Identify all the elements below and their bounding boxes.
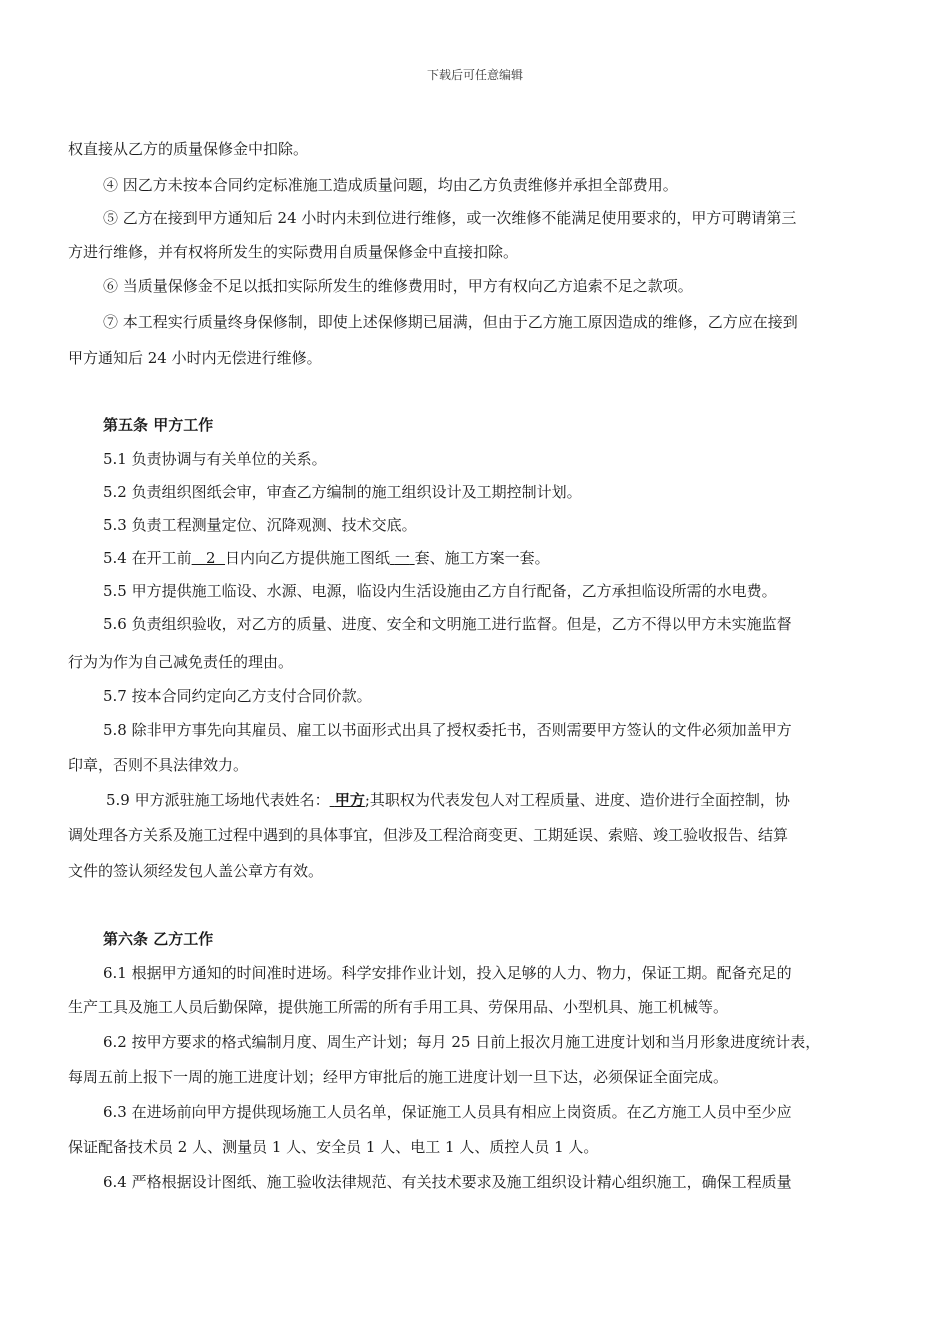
paragraph-line: 保证配备技术员 2 人、测量员 1 人、安全员 1 人、电工 1 人、质控人员 1 人。	[68, 1138, 599, 1156]
paragraph-line: 6.3 在进场前向甲方提供现场施工人员名单，保证施工人员具有相应上岗资质。在乙方施工人员中至少应	[103, 1103, 792, 1121]
paragraph-line: ④ 因乙方未按本合同约定标准施工造成质量问题，均由乙方负责维修并承担全部费用。	[103, 176, 678, 194]
paragraph-line: 行为为作为自己减免责任的理由。	[68, 653, 294, 671]
text: ;其职权为代表发包人对工程质量、进度、造价进行全面控制，协	[364, 791, 790, 809]
name-value: 甲方	[334, 791, 365, 809]
paragraph-line: 印章，否则不具法律效力。	[68, 756, 249, 774]
paragraph-line: 甲方通知后 24 小时内无偿进行维修。	[68, 349, 322, 367]
paragraph-line: 6.1 根据甲方通知的时间准时进场。科学安排作业计划，投入足够的人力、物力，保证工期。配备充足的	[103, 964, 792, 982]
paragraph-line: ⑥ 当质量保修金不足以抵扣实际所发生的维修费用时，甲方有权向乙方追索不足之款项。	[103, 277, 693, 295]
paragraph-line-5-9	[106, 790, 790, 810]
text: 日内向乙方提供施工图纸	[225, 549, 391, 567]
paragraph-line: 每周五前上报下一周的施工进度计划；经甲方审批后的施工进度计划一旦下达，必须保证全面完成。	[68, 1068, 729, 1086]
paragraph-line: 权直接从乙方的质量保修金中扣除。	[68, 140, 309, 158]
page-header: 下载后可任意编辑	[426, 68, 523, 82]
paragraph-line: ⑦ 本工程实行质量终身保修制，即使上述保修期已届满，但由于乙方施工原因造成的维修，乙方应在接到	[103, 313, 798, 331]
paragraph-line: 5.6 负责组织验收，对乙方的质量、进度、安全和文明施工进行监督。但是，乙方不得以甲方未实施监督	[103, 615, 792, 633]
paragraph-line: 5.5 甲方提供施工临设、水源、电源，临设内生活设施由乙方自行配备，乙方承担临设所需的水电费。	[103, 582, 777, 600]
paragraph-line: 5.7 按本合同约定向乙方支付合同价款。	[103, 687, 372, 705]
section-heading: 第六条 乙方工作	[103, 930, 214, 948]
text: 5.4 在开工前	[103, 549, 192, 567]
representative-name	[330, 791, 365, 809]
section-heading: 第五条 甲方工作	[103, 416, 214, 434]
paragraph-line: ⑤ 乙方在接到甲方通知后 24 小时内未到位进行维修，或一次维修不能满足使用要求的，甲方可聘请第三	[103, 209, 797, 227]
text: 套、施工方案一套。	[414, 549, 550, 567]
paragraph-line: 6.2 按甲方要求的格式编制月度、周生产计划；每月 25 日前上报次月施工进度计划和当月形象进度统计表，	[103, 1033, 821, 1051]
paragraph-line: 6.4 严格根据设计图纸、施工验收法律规范、有关技术要求及施工组织设计精心组织施工，确保工程质量	[103, 1173, 792, 1191]
paragraph-line: 5.2 负责组织图纸会审，审查乙方编制的施工组织设计及工期控制计划。	[103, 483, 582, 501]
paragraph-line: 调处理各方关系及施工过程中遇到的具体事宜，但涉及工程洽商变更、工期延误、索赔、竣工验收报告、结算	[68, 826, 789, 844]
paragraph-line: 5.1 负责协调与有关单位的关系。	[103, 450, 327, 468]
paragraph-line: 方进行维修，并有权将所发生的实际费用自质量保修金中直接扣除。	[68, 243, 519, 261]
paragraph-line: 5.8 除非甲方事先向其雇员、雇工以书面形式出具了授权委托书，否则需要甲方签认的文件必须加盖甲方	[103, 721, 792, 739]
underlined-days	[192, 549, 225, 567]
paragraph-line: 文件的签认须经发包人盖公章方有效。	[68, 862, 324, 880]
sets-value: 一	[394, 549, 410, 567]
text: 5.9 甲方派驻施工场地代表姓名：	[106, 791, 330, 809]
days-value: 2	[205, 549, 216, 567]
paragraph-line: 5.3 负责工程测量定位、沉降观测、技术交底。	[103, 516, 417, 534]
paragraph-line: 生产工具及施工人员后勤保障，提供施工所需的所有手用工具、劳保用品、小型机具、施工机械等。	[68, 998, 729, 1016]
underlined-sets	[390, 549, 415, 567]
paragraph-line-5-4	[103, 548, 550, 568]
